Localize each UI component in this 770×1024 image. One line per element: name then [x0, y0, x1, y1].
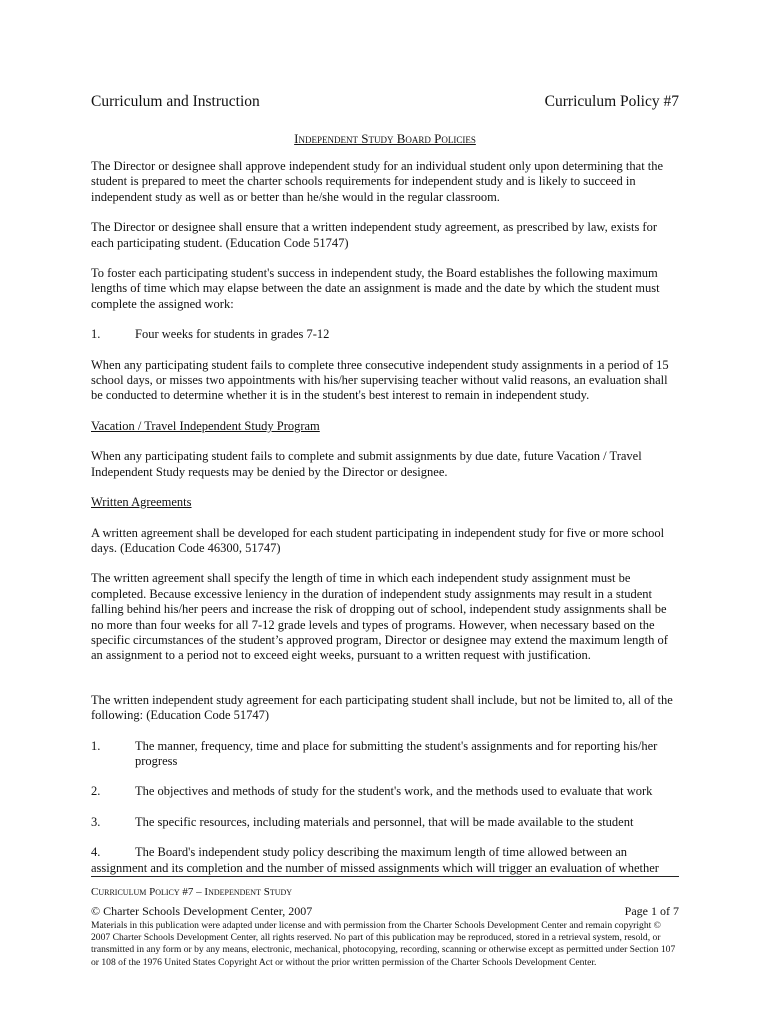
policy-number: Curriculum Policy #7 [544, 93, 679, 110]
footer-copyright: © Charter Schools Development Center, 2007 [91, 904, 313, 918]
paragraph-agreement: The Director or designee shall ensure that a written independent study agreement, as prescribed by law, exists for each participating student. (Education Code 51747) [91, 220, 658, 250]
list-item [91, 815, 679, 830]
paragraph-evaluation: When any participating student fails to complete three consecutive independent study assignments in a period of 15 school days, or misses two appointments with his/her supervising teacher without valid reasons, an evaluation shall be conducted to determine whether it is in the student's best interest to remain in independent study. [91, 357, 669, 403]
list-item-number: 1. [91, 738, 101, 753]
heading-written-agreements: Written Agreements [91, 495, 192, 510]
page-title: Independent Study Board Policies [294, 131, 476, 146]
list-item-text: Four weeks for students in grades 7-12 [135, 327, 330, 342]
list-item-policy [91, 845, 679, 876]
list-item-number: 2. [91, 784, 101, 799]
list-item-text: The manner, frequency, time and place for submitting the student's assignments and for reporting his/her progress [135, 738, 658, 768]
list-item [91, 739, 679, 770]
list-item-number: 1. [91, 327, 101, 342]
heading-vacation-travel: Vacation / Travel Independent Study Program [91, 418, 320, 433]
page-number: Page 1 of 7 [624, 904, 679, 918]
footer-legal-notice: Materials in this publication were adapted under license and with permission from the Charter Schools Development Center and remain copyright © 2007 Charter Schools Development Center, all rights reserved. No part of this publication may be reproduced, stored in a retrieval system, resold, or transmitted in any form or by any means, electronic, mechanical, photocopying, recording, scanning or otherwise except as permitted under Section 107 or 108 of the 1976 United States Copyright Act or without the prior written permission of the Charter Schools Development Center. [91, 920, 676, 968]
paragraph-agreement-contents: The written independent study agreement for each participating student shall include, but not be limited to, all of the following: (Education Code 51747) [91, 692, 673, 723]
list-item [91, 784, 679, 799]
list-item-grades [91, 327, 679, 342]
list-item-number: 3. [91, 814, 101, 829]
footer-divider [91, 876, 679, 877]
section-title: Curriculum and Instruction [91, 93, 260, 110]
footer-policy-title: Curriculum Policy #7 – Independent Study [91, 886, 293, 898]
paragraph-approval: The Director or designee shall approve independent study for an individual student only upon determining that the student is prepared to meet the charter schools requirements for independent study and is likely to succeed in independent study as well as or better than he/she would in the regular classroom. [91, 159, 664, 204]
list-item-text: The objectives and methods of study for the student's work, and the methods used to evaluate that work [135, 784, 653, 799]
paragraph-assignment-length: The written agreement shall specify the length of time in which each independent study assignment must be completed. Because excessive leniency in the duration of independent study assignments may result in a student falling behind his/her peers and increase the risk of dropping out of school, independent study assignments shall be no more than four weeks for all 7-12 grade levels and types of programs. However, when necessary based on the specific circumstances of the student’s approved program, Director or designee may extend the maximum length of an assignment to a period not to exceed eight weeks, pursuant to a written request with justification. [91, 571, 668, 663]
paragraph-written-agreement: A written agreement shall be developed for each student participating in independent study for five or more school days. (Education Code 46300, 51747) [91, 525, 665, 555]
list-item-number: 4. [91, 845, 101, 860]
document-body [91, 159, 679, 891]
list-item-text: The specific resources, including materials and personnel, that will be made available to the student [135, 814, 634, 829]
paragraph-vacation: When any participating student fails to complete and submit assignments by due date, future Vacation / Travel Independent Study requests may be denied by the Director or designee. [91, 449, 642, 479]
paragraph-max-length: To foster each participating student's success in independent study, the Board establishes the following maximum lengths of time which may elapse between the date an assignment is made and the date by which the student must complete the assigned work: [91, 266, 660, 311]
list-item-text: The Board's independent study policy describing the maximum length of time allowed between an assignment and its completion and the number of missed assignments which will trigger an evaluation of whether [91, 845, 659, 875]
